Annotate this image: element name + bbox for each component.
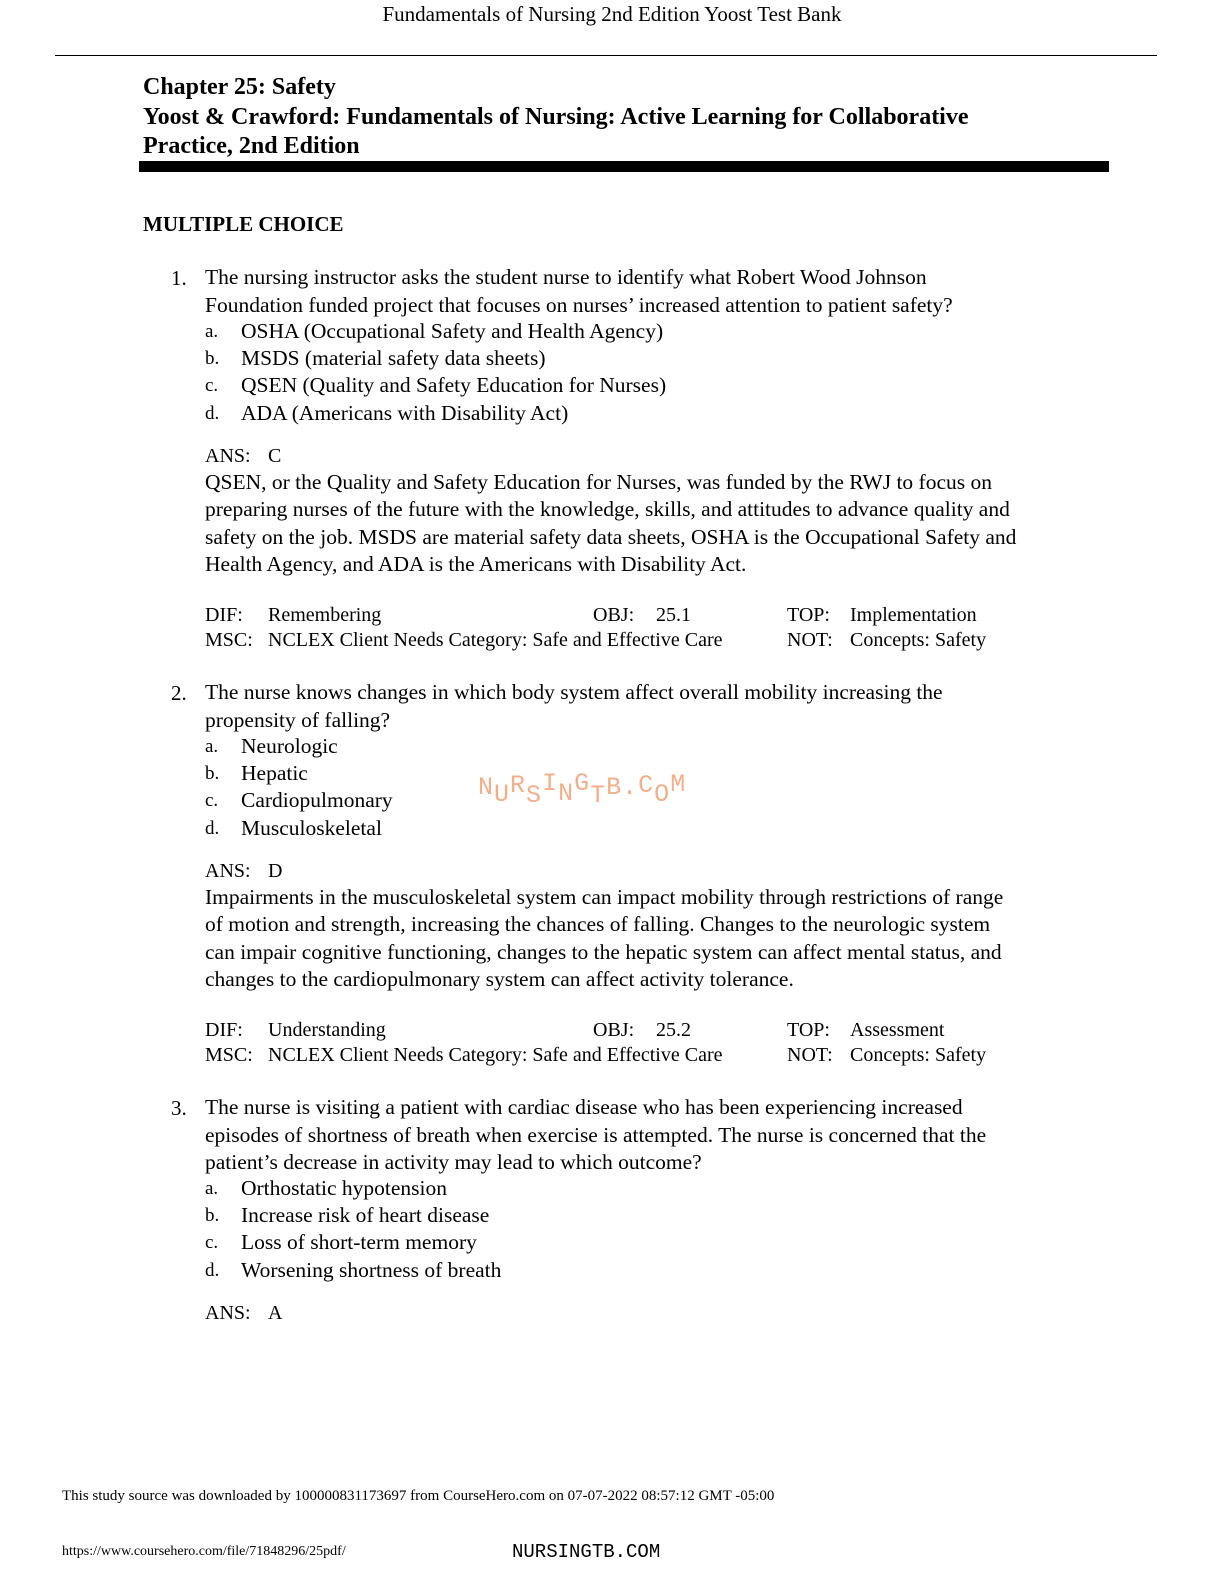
dif-value: Remembering <box>268 604 382 626</box>
dif-label: DIF: <box>205 604 243 626</box>
rationale-line: safety on the job. MSDS are material safety data sheets, OSHA is the Occupational Safety and <box>205 524 1017 549</box>
option-letter: a. <box>205 321 219 342</box>
question-stem <box>205 264 1105 319</box>
title-divider <box>139 161 1109 172</box>
top-label: TOP: <box>787 604 830 626</box>
answer-label: ANS: <box>205 445 251 467</box>
chapter-title-line-2: Yoost & Crawford: Fundamentals of Nursing: Active Learning for Collaborative <box>143 103 969 130</box>
section-heading: MULTIPLE CHOICE <box>143 212 344 236</box>
rationale-line: preparing nurses of the future with the knowledge, skills, and attitudes to advance quality and <box>205 497 1010 522</box>
option-text: Hepatic <box>241 761 308 785</box>
running-header: Fundamentals of Nursing 2nd Edition Yoost Test Bank <box>382 2 842 26</box>
watermark-letter: U <box>494 780 511 809</box>
watermark-letter: M <box>670 770 687 799</box>
header-divider <box>55 55 1157 56</box>
top-value: Assessment <box>850 1019 945 1041</box>
question-stem <box>205 679 1105 734</box>
watermark-letter: R <box>510 771 527 800</box>
answer-value: A <box>268 1302 283 1324</box>
question-number: 2. <box>171 681 187 705</box>
option-text: MSDS (material safety data sheets) <box>241 346 546 370</box>
answer-label: ANS: <box>205 1302 251 1324</box>
question-stem-line: The nursing instructor asks the student nurse to identify what Robert Wood Johnson <box>205 265 927 289</box>
option-letter: a. <box>205 1178 219 1199</box>
option-letter: b. <box>205 763 220 784</box>
option-text: Worsening shortness of breath <box>241 1258 502 1282</box>
watermark-letter: I <box>542 769 559 798</box>
answer-value: C <box>268 445 282 467</box>
option-letter: b. <box>205 348 220 369</box>
not-value: Concepts: Safety <box>850 1044 987 1066</box>
question-stem-line: propensity of falling? <box>205 707 391 732</box>
not-value: Concepts: Safety <box>850 629 987 651</box>
msc-label: MSC: <box>205 1044 253 1066</box>
rationale <box>205 884 1110 993</box>
option-text: OSHA (Occupational Safety and Health Agency) <box>241 319 664 343</box>
option-text: Orthostatic hypotension <box>241 1176 448 1200</box>
watermark-letter: . <box>622 773 639 802</box>
rationale-line: QSEN, or the Quality and Safety Education for Nurses, was funded by the RWJ to focus on <box>205 470 992 494</box>
question-stem-line: Foundation funded project that focuses on nurses’ increased attention to patient safety? <box>205 292 953 317</box>
question-number: 1. <box>171 266 187 290</box>
watermark <box>478 769 687 810</box>
obj-label: OBJ: <box>593 604 635 626</box>
question-stem <box>205 1094 1105 1177</box>
not-label: NOT: <box>787 629 833 651</box>
chapter-title-line-3: Practice, 2nd Edition <box>143 133 360 159</box>
obj-label: OBJ: <box>593 1019 635 1041</box>
option-text: ADA (Americans with Disability Act) <box>241 401 569 425</box>
watermark-letter: O <box>654 780 671 809</box>
option-letter: c. <box>205 375 219 396</box>
footer-watermark: NURSINGTB.COM <box>512 1541 661 1563</box>
rationale <box>205 469 1110 578</box>
question-number: 3. <box>171 1096 187 1120</box>
option-text: Cardiopulmonary <box>241 788 393 812</box>
chapter-title-line-1: Chapter 25: Safety <box>143 74 336 100</box>
download-notice: This study source was downloaded by 100000831173697 from CourseHero.com on 07-07-2022 08:57:12 GMT -05:00 <box>62 1488 775 1504</box>
option-letter: c. <box>205 1232 219 1253</box>
option-letter: d. <box>205 818 220 839</box>
rationale-line: Impairments in the musculoskeletal system can impact mobility through restrictions of range <box>205 885 1004 909</box>
obj-value: 25.1 <box>656 604 691 626</box>
rationale-line: of motion and strength, increasing the chances of falling. Changes to the neurologic system <box>205 912 991 937</box>
msc-value: NCLEX Client Needs Category: Safe and Effective Care <box>268 629 723 651</box>
watermark-letter: N <box>478 773 495 802</box>
rationale-line: can impair cognitive functioning, changes to the hepatic system can affect mental status, and <box>205 939 1002 964</box>
top-label: TOP: <box>787 1019 830 1041</box>
dif-label: DIF: <box>205 1019 243 1041</box>
answer-label: ANS: <box>205 860 251 882</box>
msc-label: MSC: <box>205 629 253 651</box>
option-letter: c. <box>205 790 219 811</box>
question-stem-line: The nurse is visiting a patient with cardiac disease who has been experiencing increased <box>205 1095 963 1119</box>
not-label: NOT: <box>787 1044 833 1066</box>
top-value: Implementation <box>850 604 977 626</box>
option-letter: d. <box>205 403 220 424</box>
option-letter: b. <box>205 1205 220 1226</box>
msc-value: NCLEX Client Needs Category: Safe and Effective Care <box>268 1044 723 1066</box>
question-stem-line: The nurse knows changes in which body system affect overall mobility increasing the <box>205 680 943 704</box>
watermark-letter: G <box>574 769 591 798</box>
watermark-letter: N <box>558 779 575 808</box>
option-text: QSEN (Quality and Safety Education for Nurses) <box>241 373 667 397</box>
option-letter: a. <box>205 736 219 757</box>
source-url-link[interactable]: https://www.coursehero.com/file/71848296/25pdf/ <box>62 1544 346 1559</box>
answer-value: D <box>268 860 283 882</box>
option-text: Increase risk of heart disease <box>241 1203 490 1227</box>
chapter-title <box>143 73 1103 162</box>
rationale-line: changes to the cardiopulmonary system can affect activity tolerance. <box>205 966 794 991</box>
question-stem-line: patient’s decrease in activity may lead to which outcome? <box>205 1150 702 1174</box>
rationale-line: Health Agency, and ADA is the Americans with Disability Act. <box>205 551 747 576</box>
option-text: Musculoskeletal <box>241 816 382 840</box>
question-stem-line: episodes of shortness of breath when exercise is attempted. The nurse is concerned that the <box>205 1122 987 1147</box>
option-letter: d. <box>205 1260 220 1281</box>
watermark-letter: S <box>526 781 543 810</box>
option-text: Loss of short-term memory <box>241 1230 477 1254</box>
watermark-letter: B <box>606 773 623 802</box>
watermark-letter: C <box>638 771 655 800</box>
option-text: Neurologic <box>241 734 338 758</box>
watermark-letter: T <box>590 781 607 810</box>
obj-value: 25.2 <box>656 1019 691 1041</box>
dif-value: Understanding <box>268 1019 386 1041</box>
